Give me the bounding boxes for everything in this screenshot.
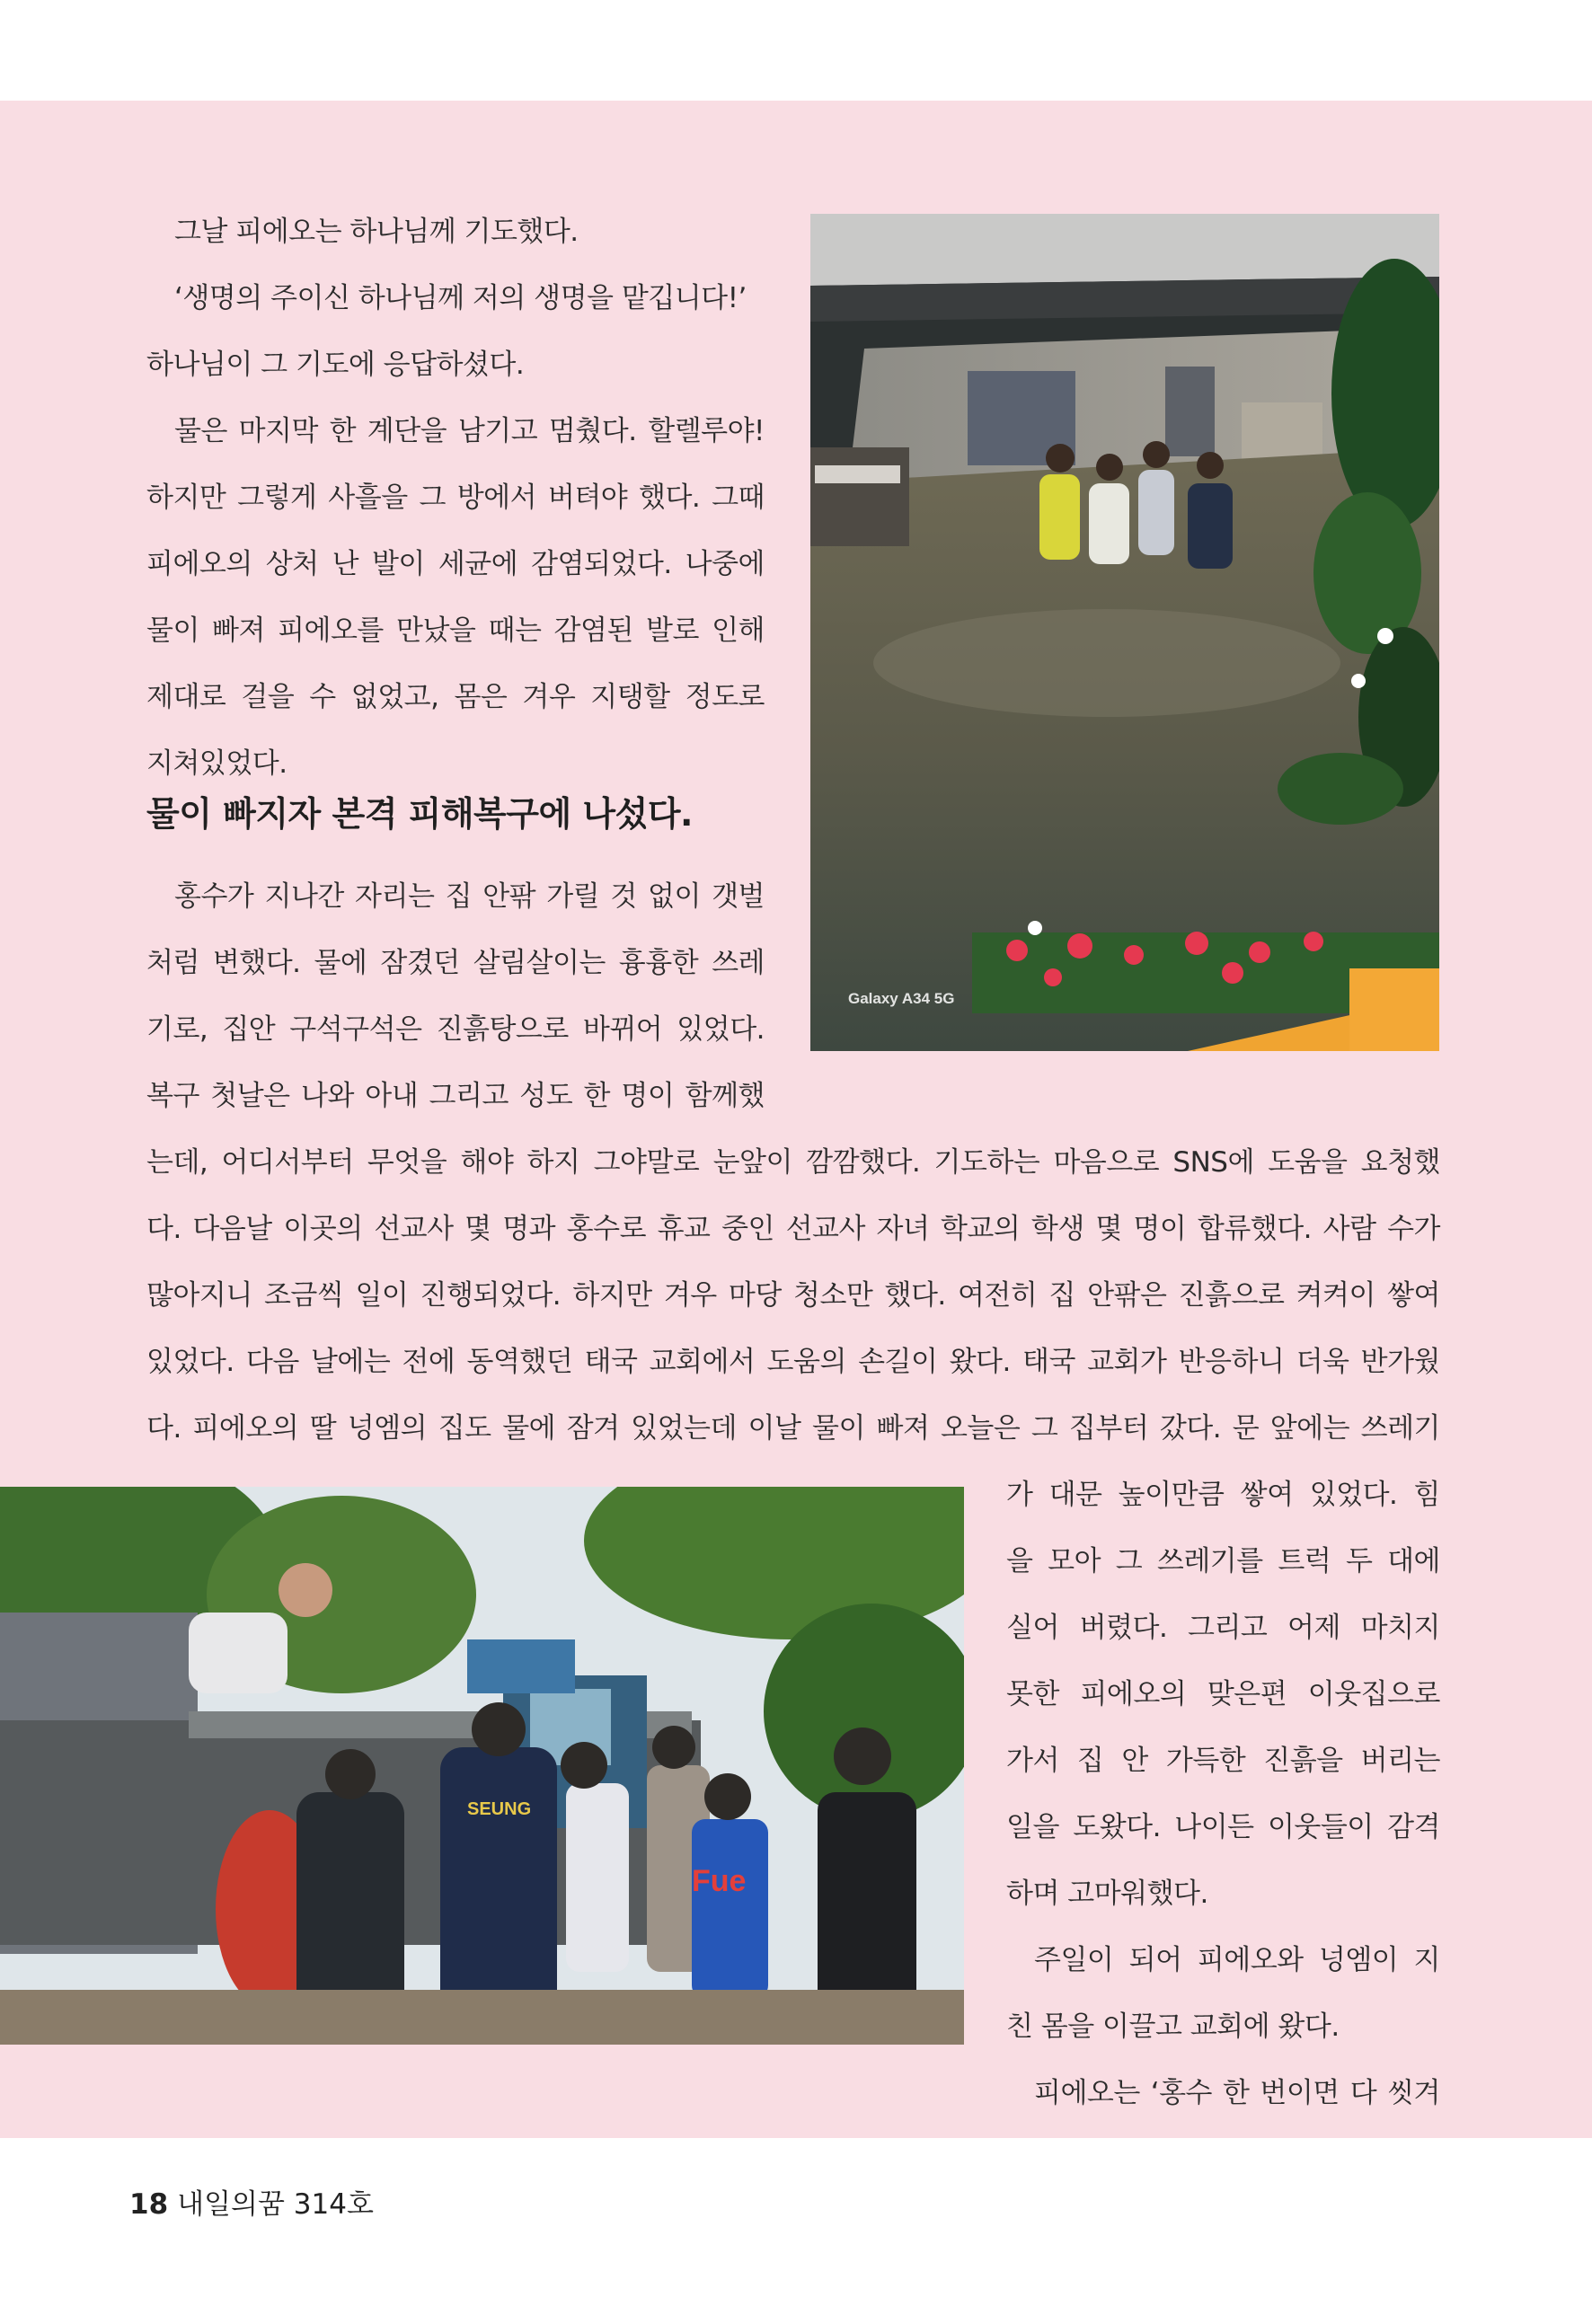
paragraph-line: 처럼 변했다. 물에 잠겼던 살림살이는 흉흉한 쓰레: [146, 947, 765, 979]
magazine-issue: 내일의꿈 314호: [177, 2188, 374, 2221]
paragraph-line: 다. 피에오의 딸 넝엠의 집도 물에 잠겨 있었는데 이날 물이 빠져 오늘은 그 집부터 갔다. 문 앞에는 쓰레기: [146, 1412, 1440, 1445]
paragraph-line: 다. 다음날 이곳의 선교사 몇 명과 홍수로 휴교 중인 선교사 자녀 학교의 학생 몇 명이 합류했다. 사람 수가: [146, 1213, 1440, 1245]
paragraph-line: 못한 피에오의 맞은편 이웃집으로: [1006, 1678, 1440, 1710]
paragraph-line: 물이 빠져 피에오를 만났을 때는 감염된 발로 인해: [146, 614, 765, 647]
paragraph-line: 피에오의 상처 난 발이 세균에 감염되었다. 나중에: [146, 548, 765, 580]
paragraph-line: 지쳐있었다.: [146, 747, 287, 780]
paragraph-line: 하나님이 그 기도에 응답하셨다.: [146, 349, 525, 381]
paragraph-line: 실어 버렸다. 그리고 어제 마치지: [1006, 1612, 1440, 1644]
paragraph-line: 그날 피에오는 하나님께 기도했다.: [174, 216, 579, 248]
section-heading: 물이 빠지자 본격 피해복구에 나섰다.: [146, 794, 693, 834]
paragraph-line: 친 몸을 이끌고 교회에 왔다.: [1006, 2010, 1340, 2043]
cleanup-photo-illustration: [0, 1487, 964, 2045]
paragraph-line: 하지만 그렇게 사흘을 그 방에서 버텨야 했다. 그때: [146, 482, 765, 514]
paragraph-line: 많아지니 조금씩 일이 진행되었다. 하지만 겨우 마당 청소만 했다. 여전히 집 안팎은 진흙으로 켜켜이 쌓여: [146, 1279, 1440, 1312]
paragraph-line: 있었다. 다음 날에는 전에 동역했던 태국 교회에서 도움의 손길이 왔다. 태국 교회가 반응하니 더욱 반가웠: [146, 1346, 1440, 1378]
paragraph-line: ‘생명의 주이신 하나님께 저의 생명을 맡깁니다!’: [174, 282, 747, 314]
camera-watermark: Galaxy A34 5G: [848, 990, 955, 1007]
paragraph-line: 가서 집 안 가득한 진흙을 버리는: [1006, 1745, 1440, 1777]
jersey-print: Fue: [692, 1864, 747, 1898]
paragraph-line: 홍수가 지나간 자리는 집 안팎 가릴 것 없이 갯벌: [174, 880, 765, 913]
page-footer: [129, 2181, 374, 2222]
paragraph-line: 는데, 어디서부터 무엇을 해야 하지 그야말로 눈앞이 깜깜했다. 기도하는 마음으로 SNS에 도움을 요청했: [146, 1146, 1440, 1179]
cleanup-photo: [0, 1487, 964, 2045]
page-number: 18: [129, 2188, 169, 2221]
paragraph-line: 물은 마지막 한 계단을 남기고 멈췄다. 할렐루야!: [174, 415, 765, 447]
paragraph-line: 주일이 되어 피에오와 넝엠이 지: [1034, 1944, 1440, 1976]
paragraph-line: 가 대문 높이만큼 쌓여 있었다. 힘: [1006, 1479, 1440, 1511]
paragraph-line: 일을 도왔다. 나이든 이웃들이 감격: [1006, 1811, 1440, 1843]
paragraph-line: 제대로 걸을 수 없었고, 몸은 겨우 지탱할 정도로: [146, 681, 765, 713]
paragraph-line: 하며 고마워했다.: [1006, 1878, 1208, 1910]
paragraph-line: 기로, 집안 구석구석은 진흙탕으로 바뀌어 있었다.: [146, 1013, 765, 1046]
paragraph-line: 피에오는 ‘홍수 한 번이면 다 씻겨: [1034, 2077, 1440, 2109]
paragraph-line: 복구 첫날은 나와 아내 그리고 성도 한 명이 함께했: [146, 1080, 765, 1112]
flood-photo: [810, 214, 1439, 1051]
flood-photo-illustration: [810, 214, 1439, 1051]
paragraph-line: 을 모아 그 쓰레기를 트럭 두 대에: [1006, 1545, 1440, 1577]
shirt-print: SEUNG: [467, 1799, 532, 1819]
